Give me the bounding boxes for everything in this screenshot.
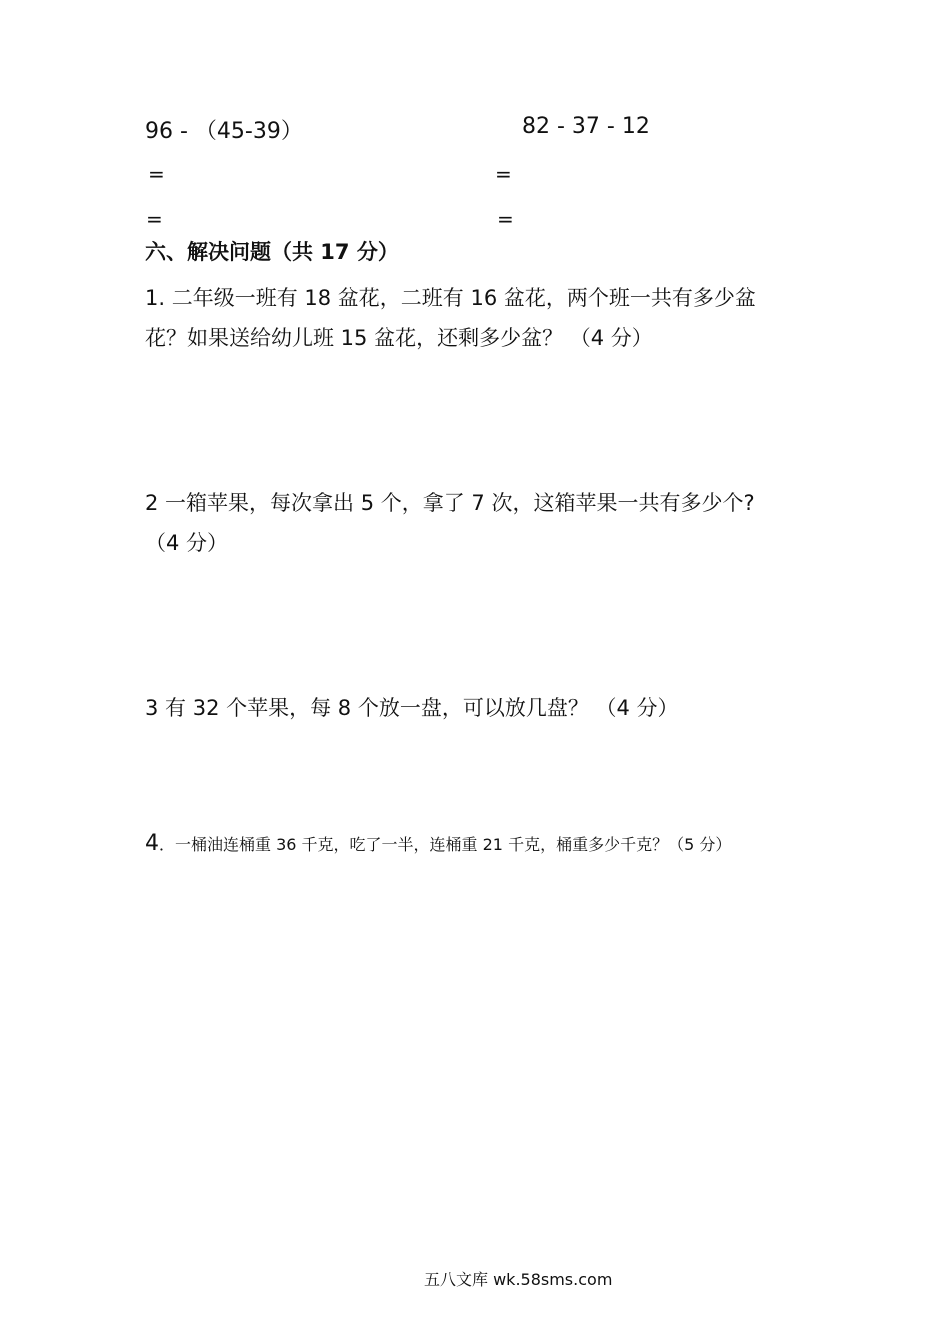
calc-right-equals-2: = <box>497 207 514 231</box>
problem-1-line-2: 花？如果送给幼儿班 15 盆花，还剩多少盆？ （4 分） <box>145 326 653 350</box>
calc-right-expression: 82 - 37 - 12 <box>522 114 650 139</box>
problem-2-line-1: 2 一箱苹果，每次拿出 5 个，拿了 7 次，这箱苹果一共有多少个? <box>145 491 755 515</box>
footer-watermark: 五八文库 wk.58sms.com <box>424 1270 613 1289</box>
calc-left-equals-2: = <box>146 207 163 231</box>
problem-4 <box>145 831 731 856</box>
calc-left-equals-1: = <box>148 162 165 186</box>
calc-right-equals-1: = <box>495 162 512 186</box>
problem-2-line-2: （4 分） <box>145 531 229 555</box>
calc-left-expression: 96 - （45-39） <box>145 119 303 144</box>
problem-3: 3 有 32 个苹果，每 8 个放一盘，可以放几盘？ （4 分） <box>145 696 679 720</box>
section-heading: 六、解决问题（共 17 分） <box>145 240 399 264</box>
problem-1-line-1: 1. 二年级一班有 18 盆花，二班有 16 盆花，两个班一共有多少盆 <box>145 286 756 310</box>
problem-4-text: ．一桶油连桶重 36 千克，吃了一半，连桶重 21 千克，桶重多少千克？（5 分） <box>159 835 732 854</box>
problem-4-number: 4 <box>145 831 159 856</box>
